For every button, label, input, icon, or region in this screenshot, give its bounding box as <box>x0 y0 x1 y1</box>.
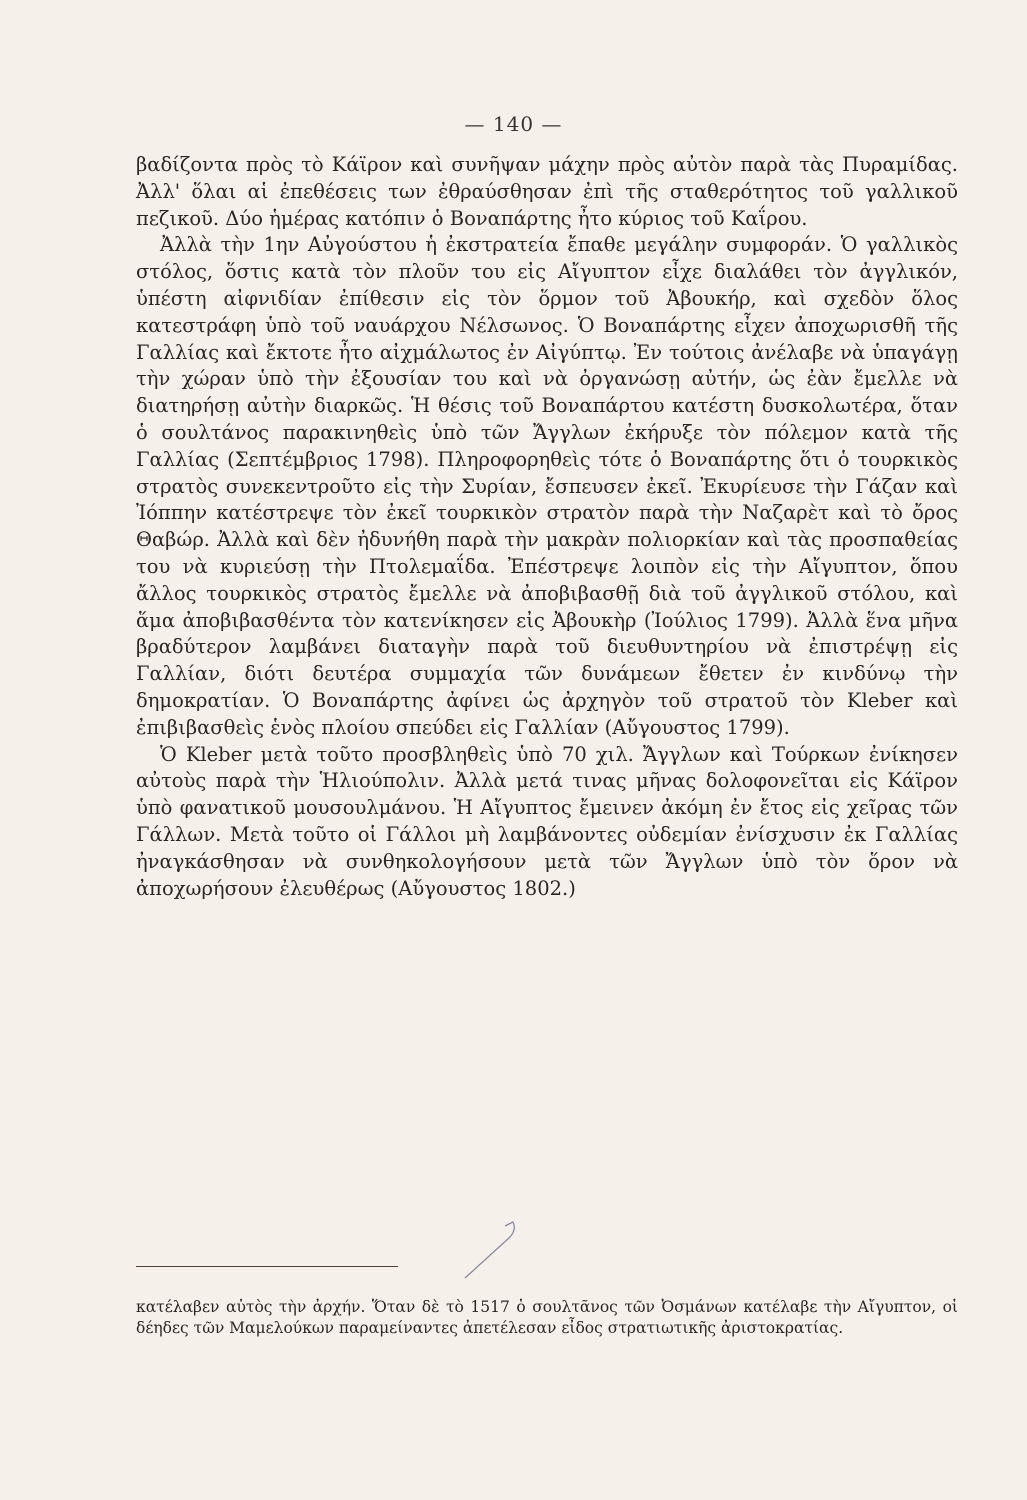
paragraph: Ὁ Kleber μετὰ τοῦτο προσβληθεὶς ὑπὸ 70 χιλ. Ἄγγλων καὶ Τούρκων ἐνίκησεν αὐτοὺς παρὰ τὴν Ἡλιούπολιν. Ἀλλὰ μετά τινας μῆνας δολοφονεῖται εἰς Κάϊρον ὑπὸ φανατικοῦ μουσουλμάνου. Ἡ Αἴγυπτος ἔμεινεν ἀκόμη ἐν ἔτος εἰς χεῖρας τῶν Γάλλων. Μετὰ τοῦτο οἱ Γάλλοι μὴ λαμβάνοντες οὐδεμίαν ἐνίσχυσιν ἐκ Γαλλίας ἠναγκάσθησαν νὰ συνθηκολογήσουν μετὰ τῶν Ἄγγλων ὑπὸ τὸν ὅρον νὰ ἀποχωρήσουν ἐλευθέρως (Αὔγουστος 1802.) <box>136 742 958 900</box>
footnote <box>136 1297 958 1339</box>
footnote-text: κατέλαβεν αὐτὸς τὴν ἀρχήν. Ὅταν δὲ τὸ 1517 ὁ σουλτᾶνος τῶν Ὀσμάνων κατέλαβε τὴν Αἴγυπτον, οἱ δέηδες τῶν Μαμελούκων παραμείναντες ἀπετέλεσαν εἶδος στρατιωτικῆς ἀριστοκρατίας. <box>136 1298 958 1337</box>
paragraph: Ἀλλὰ τὴν 1ην Αὐγούστου ἡ ἐκστρατεία ἔπαθε μεγάλην συμφοράν. Ὁ γαλλικὸς στόλος, ὅστις κατὰ τὸν πλοῦν του εἰς Αἴγυπτον εἶχε διαλάθει τὸν ἀγγλικόν, ὑπέστη αἰφνιδίαν ἐπίθεσιν εἰς τὸν ὅρμον τοῦ Ἀβουκήρ, καὶ σχεδὸν ὅλος κατεστράφη ὑπὸ τοῦ ναυάρχου Νέλσωνος. Ὁ Βοναπάρτης εἶχεν ἀποχωρισθῆ τῆς Γαλλίας καὶ ἔκτοτε ἦτο αἰχμάλωτος ἐν Αἰγύπτῳ. Ἐν τούτοις ἀνέλαβε νὰ ὑπαγάγῃ τὴν χώραν ὑπὸ τὴν ἐξουσίαν του καὶ νὰ ὀργανώσῃ αὐτήν, ὡς ἐὰν ἔμελλε νὰ διατηρήσῃ αὐτὴν διαρκῶς. Ἡ θέσις τοῦ Βοναπάρτου κατέστη δυσκολωτέρα, ὅταν ὁ σουλτάνος παρακινηθεὶς ὑπὸ τῶν Ἄγγλων ἐκήρυξε τὸν πόλεμον κατὰ τῆς Γαλλίας (Σεπτέμβριος 1798). Πληροφορηθεὶς τότε ὁ Βοναπάρτης ὅτι ὁ τουρκικὸς στρατὸς συνεκεντροῦτο εἰς τὴν Συρίαν, ἔσπευσεν ἐκεῖ. Ἐκυρίευσε τὴν Γάζαν καὶ Ἰόππην κατέστρεψε τὸν ἐκεῖ τουρκικὸν στρατὸν παρὰ τὴν Ναζαρὲτ καὶ τὸ ὄρος Θαβώρ. Ἀλλὰ καὶ δὲν ἠδυνήθη παρὰ τὴν μακρὰν πολιορκίαν καὶ τὰς προσπαθείας του νὰ κυριεύσῃ τὴν Πτολεμαΐδα. Ἐπέστρεψε λοιπὸν εἰς τὴν Αἴγυπτον, ὅπου ἄλλος τουρκικὸς στρατὸς ἔμελλε νὰ ἀποβιβασθῇ διὰ τοῦ ἀγγλικοῦ στόλου, καὶ ἅμα ἀποβιβασθέντα τὸν κατενίκησεν εἰς Ἀβουκὴρ (Ἰούλιος 1799). Ἀλλὰ ἕνα μῆνα βραδύτερον λαμβάνει διαταγὴν παρὰ τοῦ διευθυντηρίου νὰ ἐπιστρέψῃ εἰς Γαλλίαν, διότι δευτέρα συμμαχία τῶν δυνάμεων ἔθετεν ἐν κινδύνῳ τὴν δημοκρατίαν. Ὁ Βοναπάρτης ἀφίνει ὡς ἀρχηγὸν τοῦ στρατοῦ τὸν Kleber καὶ ἐπιβιβασθεὶς ἑνὸς πλοίου σπεύδει εἰς Γαλλίαν (Αὔγουστος 1799). <box>136 233 958 739</box>
pencil-mark <box>425 1216 525 1286</box>
main-text <box>136 152 958 902</box>
paragraph-continuation: βαδίζοντα πρὸς τὸ Κάϊρον καὶ συνῆψαν μάχην πρὸς αὐτὸν παρὰ τὰς Πυραμίδας. Ἀλλ' ὅλαι αἱ ἐπεθέσεις των ἐθραύσθησαν ἐπὶ τῆς σταθερότητος τοῦ γαλλικοῦ πεζικοῦ. Δύο ἡμέρας κατόπιν ὁ Βοναπάρτης ἦτο κύριος τοῦ Καΐρου. <box>136 153 958 230</box>
page-number: — 140 — <box>464 112 563 136</box>
footnote-separator <box>136 1266 398 1267</box>
